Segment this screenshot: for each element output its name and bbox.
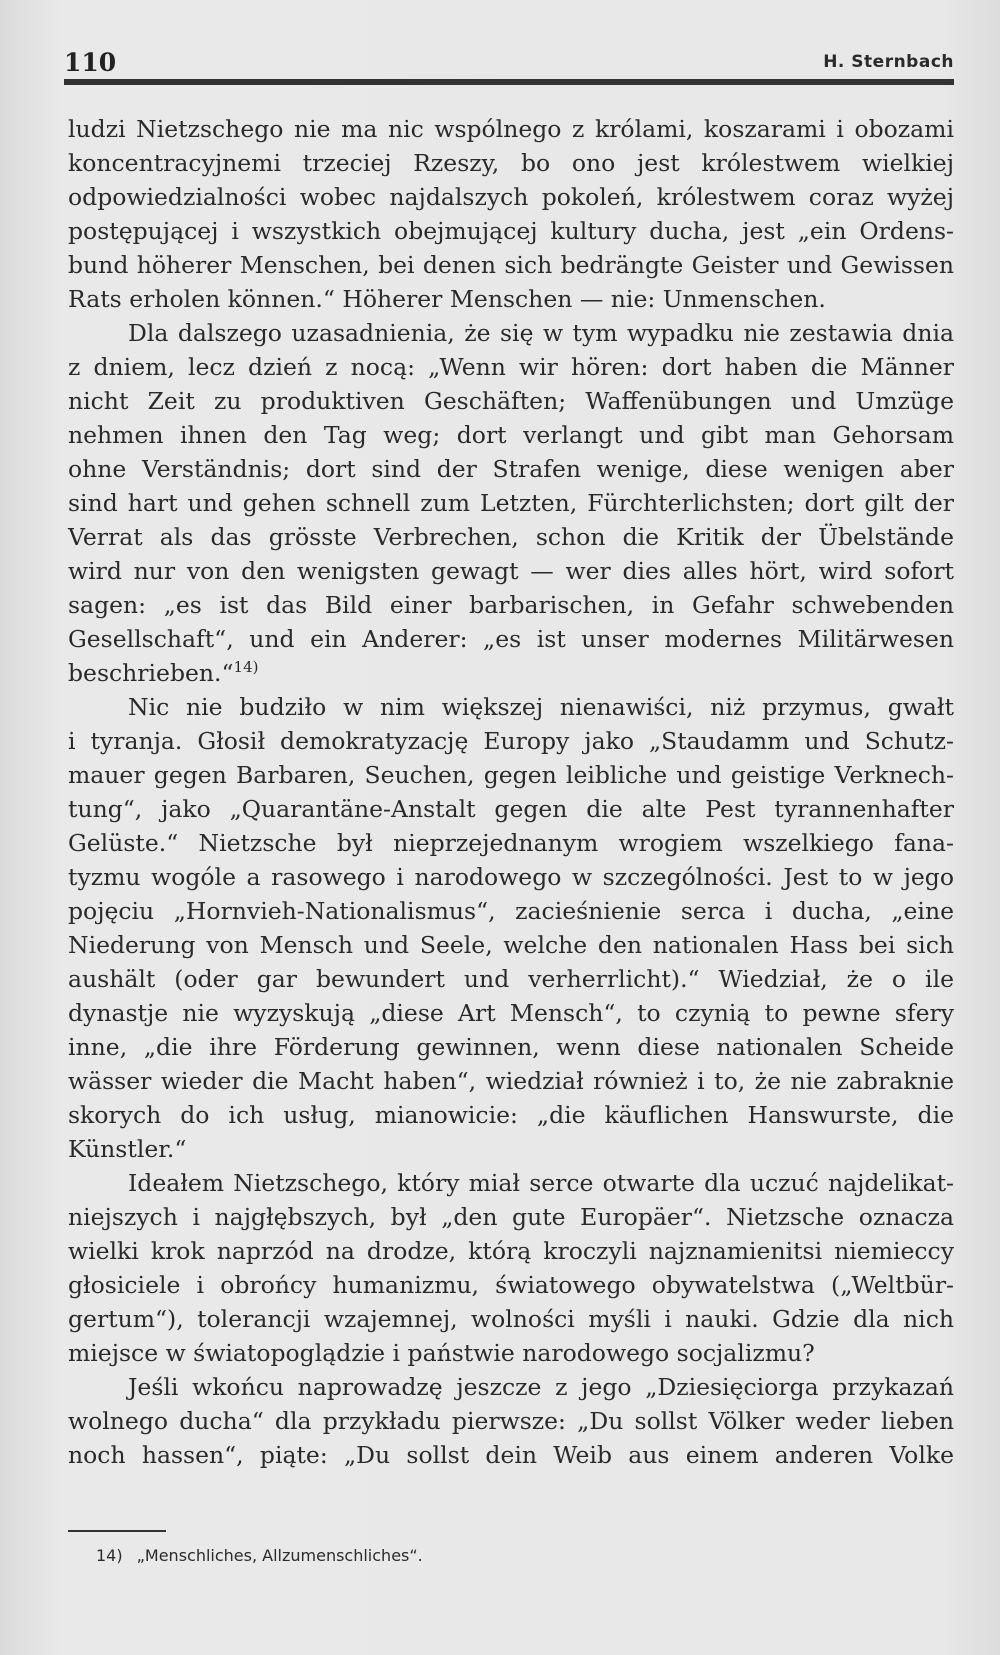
running-head-author: H. Sternbach	[823, 52, 954, 72]
text-line: beschrieben.“$^{14)}$	[68, 658, 259, 687]
footnote-rule	[68, 1530, 166, 1532]
text-line: Dla dalszego uzasadnienia, że się w tym wypadku nie zestawia dnia	[128, 319, 954, 347]
text-line: Niederung von Mensch und Seele, welche den nationalen Hass bei sich	[68, 931, 954, 959]
text-line: bund höherer Menschen, bei denen sich bedrängte Geister und Gewissen	[68, 251, 954, 279]
footnote	[96, 1546, 437, 1565]
text-line: tyzmu wogóle a rasowego i narodowego w szczególności. Jest to w jego	[68, 863, 954, 891]
header-rule	[64, 79, 954, 85]
text-line: z dniem, lecz dzień z nocą: „Wenn wir hören: dort haben die Männer	[68, 353, 954, 381]
text-line: wird nur von den wenigsten gewagt — wer dies alles hört, wird sofort	[68, 557, 954, 585]
text-line: noch hassen“, piąte: „Du sollst dein Weib aus einem anderen Volke	[68, 1441, 954, 1469]
text-line: Nic nie budziło w nim większej nienawiści, niż przymus, gwałt	[128, 693, 954, 721]
page-number: 110	[64, 48, 117, 77]
paragraph	[68, 316, 954, 690]
footnote-reference[interactable]: 14)	[233, 658, 259, 677]
text-line: Jeśli wkońcu naprowadzę jeszcze z jego „Dziesięciorga przykazań	[128, 1373, 954, 1401]
text-line: Verrat als das grösste Verbrechen, schon die Kritik der Übelstände	[68, 523, 954, 551]
text-line: koncentracyjnemi trzeciej Rzeszy, bo ono jest królestwem wielkiej	[68, 149, 954, 177]
text-line: tung“, jako „Quarantäne-Anstalt gegen die alte Pest tyrannenhafter	[68, 795, 954, 823]
text-line: ludzi Nietzschego nie ma nic wspólnego z królami, koszarami i obozami	[68, 115, 954, 143]
text-line: skorych do ich usług, mianowicie: „die käuflichen Hanswurste, die	[68, 1101, 954, 1129]
text-line: wolnego ducha“ dla przykładu pierwsze: „Du sollst Völker weder lieben	[68, 1407, 954, 1435]
text-line: aushält (oder gar bewundert und verherrlicht).“ Wiedział, że o ile	[68, 965, 954, 993]
text-line: odpowiedzialności wobec najdalszych pokoleń, królestwem coraz wyżej	[68, 183, 954, 211]
paragraph	[68, 112, 954, 316]
text-line: wielki krok naprzód na drodze, którą kroczyli najznamienitsi niemieccy	[68, 1237, 954, 1265]
footnote-number: 14)	[96, 1546, 123, 1565]
text-line: miejsce w światopoglądzie i państwie narodowego socjalizmu?	[68, 1339, 815, 1367]
text-line: niejszych i najgłębszych, był „den gute Europäer“. Nietzsche oznacza	[68, 1203, 954, 1231]
text-line: wässer wieder die Macht haben“, wiedział również i to, że nie zabraknie	[68, 1067, 954, 1095]
text-line: nicht Zeit zu produktiven Geschäften; Waffenübungen und Umzüge	[68, 387, 954, 415]
text-line: gertum“), tolerancji wzajemnej, wolności myśli i nauki. Gdzie dla nich	[68, 1305, 954, 1333]
text-line: postępującej i wszystkich obejmującej kultury ducha, jest „ein Ordens-	[68, 217, 954, 245]
page-header	[64, 44, 954, 80]
text-line: dynastje nie wyzyskują „diese Art Mensch“, to czynią to pewne sfery	[68, 999, 954, 1027]
text-line: głosiciele i obrońcy humanizmu, światowego obywatelstwa („Weltbür-	[68, 1271, 954, 1299]
text-line: Künstler.“	[68, 1135, 187, 1163]
text-line: Gelüste.“ Nietzsche był nieprzejednanym wrogiem wszelkiego fana-	[68, 829, 954, 857]
text-line: ohne Verständnis; dort sind der Strafen wenige, diese wenigen aber	[68, 455, 954, 483]
text-line: Rats erholen können.“ Höherer Menschen — nie: Unmenschen.	[68, 285, 826, 313]
footnote-text: „Menschliches, Allzumenschliches“.	[136, 1546, 423, 1565]
text-line: pojęciu „Hornvieh-Nationalismus“, zacieśnienie serca i ducha, „eine	[68, 897, 954, 925]
paragraph	[68, 1166, 954, 1370]
text-line: sagen: „es ist das Bild einer barbarischen, in Gefahr schwebenden	[68, 591, 954, 619]
text-line: sind hart und gehen schnell zum Letzten, Fürchterlichsten; dort gilt der	[68, 489, 954, 517]
text-line: nehmen ihnen den Tag weg; dort verlangt und gibt man Gehorsam	[68, 421, 954, 449]
paragraph	[68, 1370, 954, 1472]
paragraph	[68, 690, 954, 1166]
text-line: mauer gegen Barbaren, Seuchen, gegen leibliche und geistige Verknech-	[68, 761, 954, 789]
text-line: Gesellschaft“, und ein Anderer: „es ist unser modernes Militärwesen	[68, 625, 954, 653]
body-text	[68, 112, 954, 1472]
text-line: i tyranja. Głosił demokratyzację Europy jako „Staudamm und Schutz-	[68, 727, 954, 755]
text-line: inne, „die ihre Förderung gewinnen, wenn diese nationalen Scheide	[68, 1033, 954, 1061]
text-line: Ideałem Nietzschego, który miał serce otwarte dla uczuć najdelikat-	[128, 1169, 954, 1197]
